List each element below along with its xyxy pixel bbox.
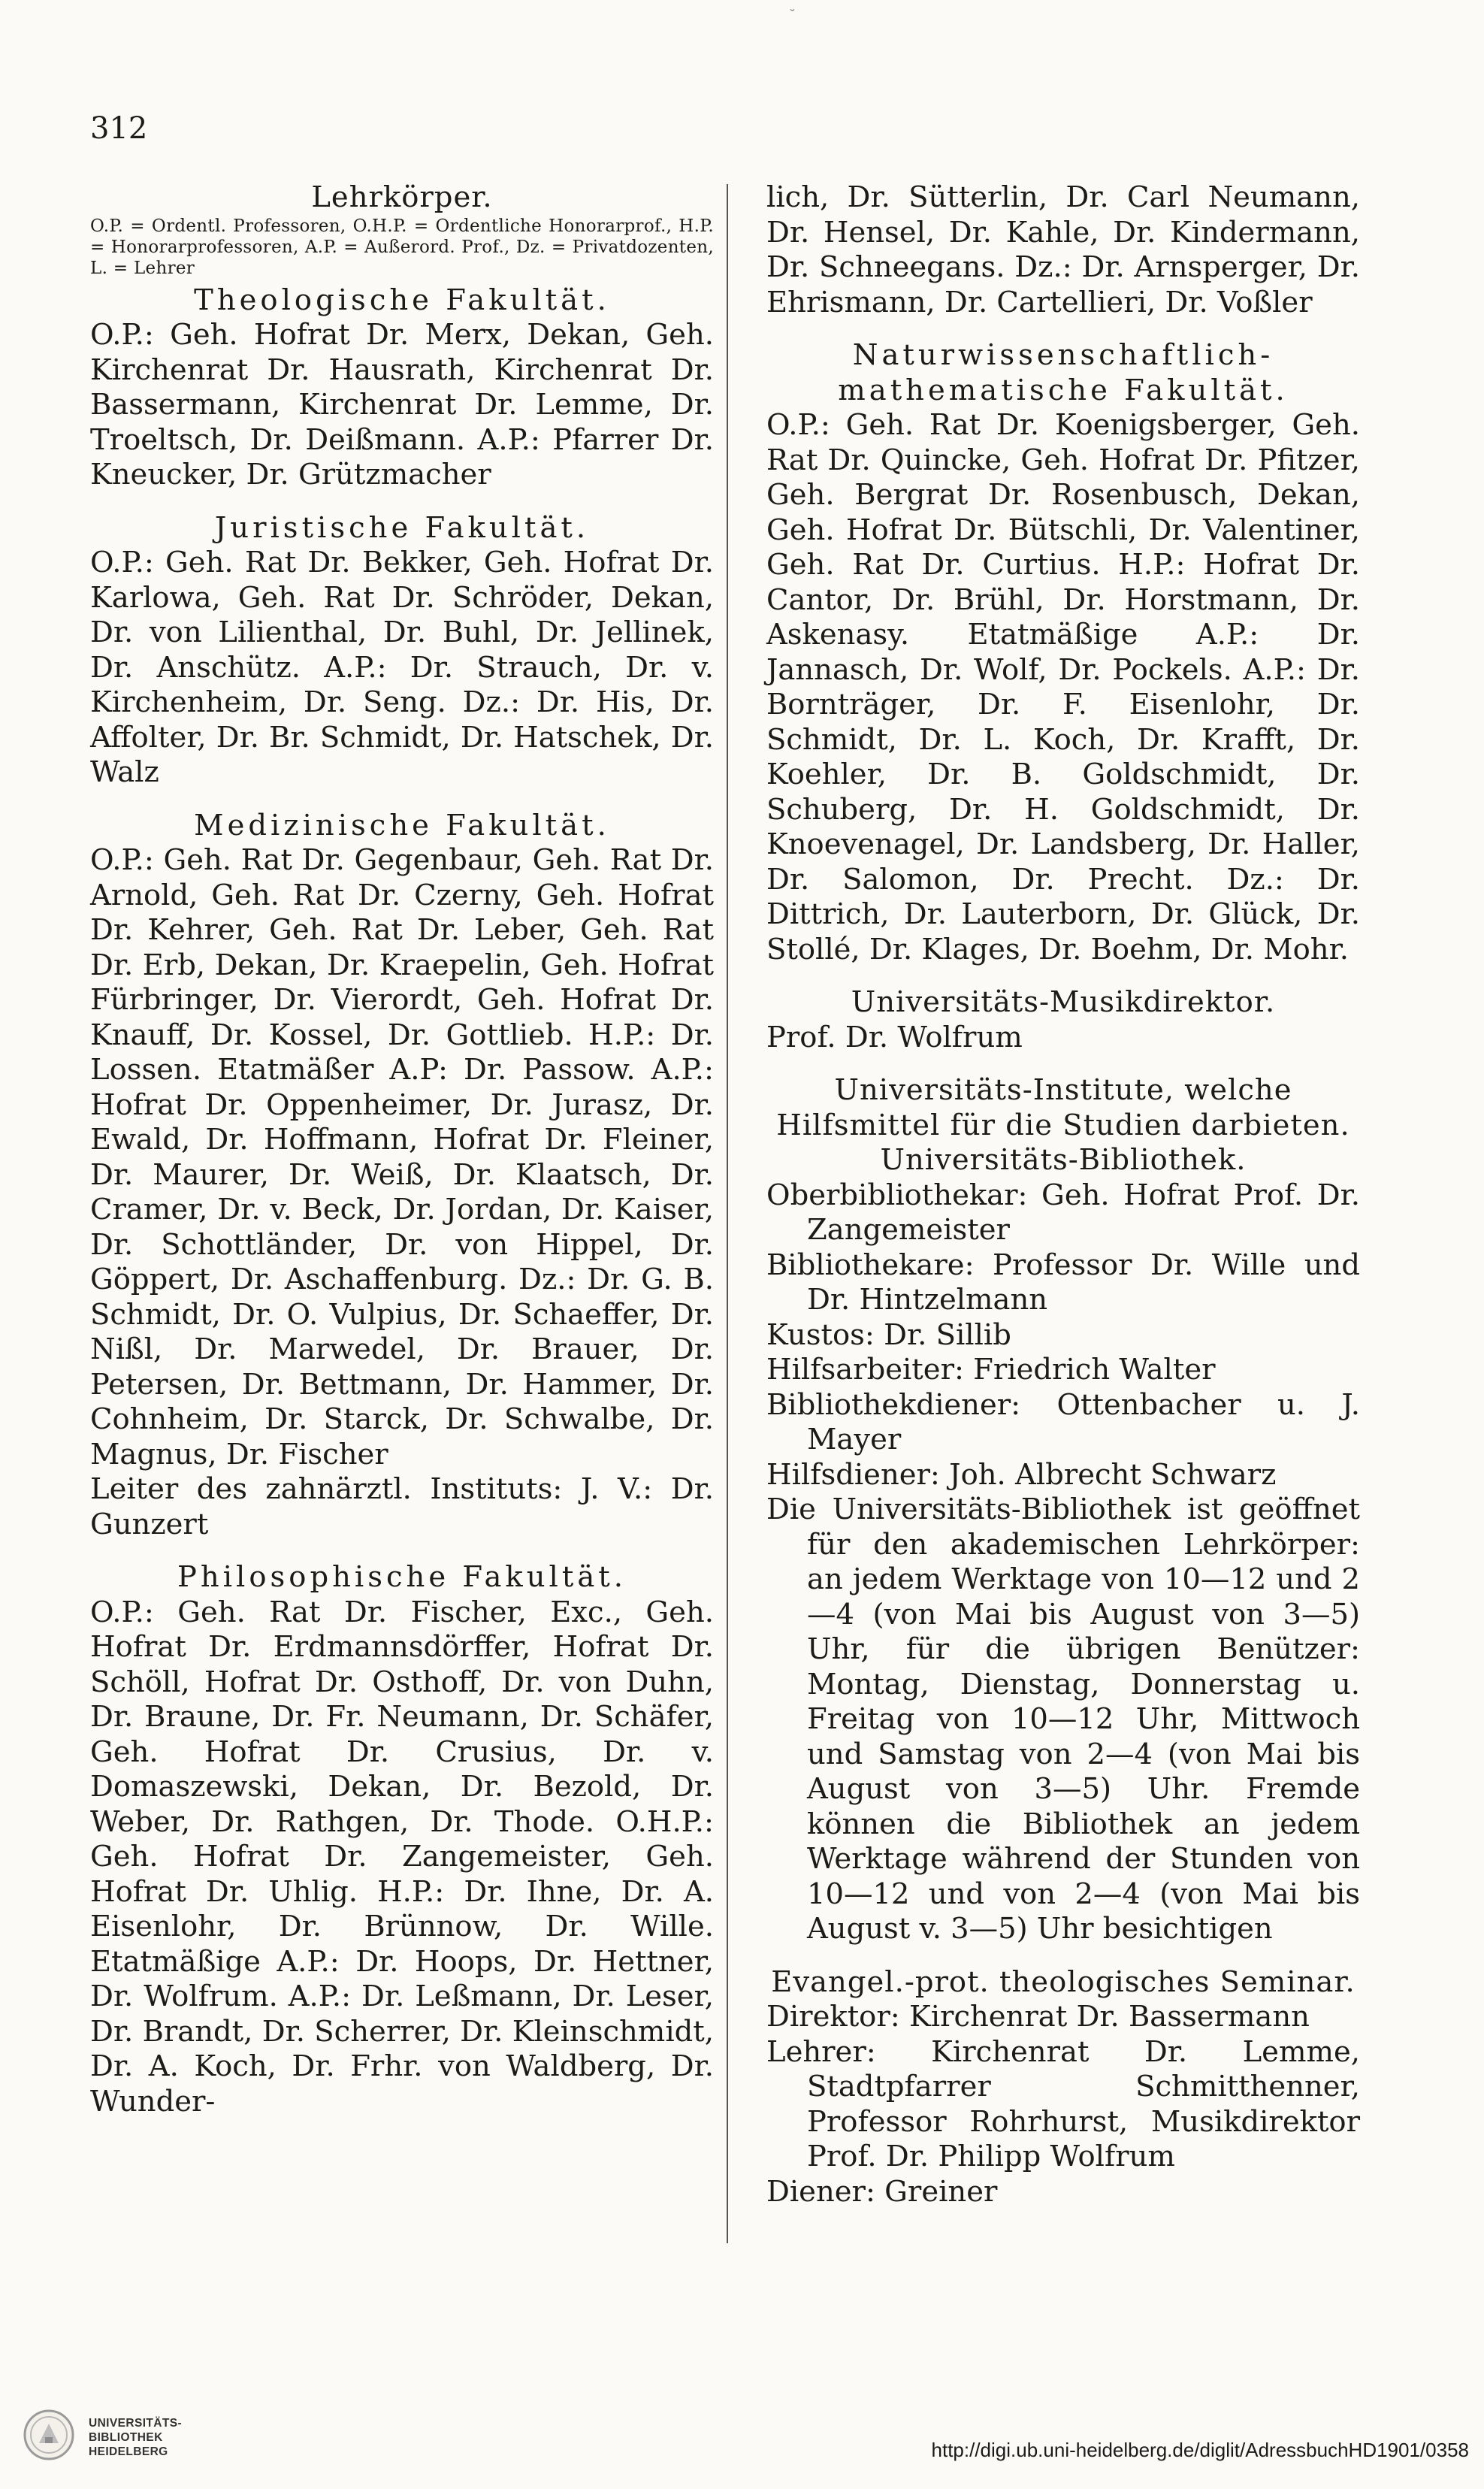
text-theology: O.P.: Geh. Hofrat Dr. Merx, Dekan, Geh. Kirchenrat Dr. Hausrath, Kirchenrat Dr. Bassermann, Kirchenrat Dr. Lemme, Dr. Troeltsch, Dr. Deißmann. A.P.: Pfarrer Dr. Kneucker, Dr. Grützmacher (90, 318, 714, 491)
source-url-link[interactable]: http://digi.ub.uni-heidelberg.de/diglit/AdressbuchHD1901/0358 (931, 2439, 1469, 2461)
entry-library: Kustos: Dr. Sillib (766, 1317, 1011, 1352)
heading-seminar: Evangel.-prot. theologisches Seminar. (771, 1964, 1356, 1999)
heading-music-director: Universitäts-Musikdirektor. (851, 985, 1276, 1019)
logo-line: HEIDELBERG (89, 2445, 168, 2458)
text-science: O.P.: Geh. Rat Dr. Koenigsberger, Geh. Rat Dr. Quincke, Geh. Hofrat Dr. Pfitzer, Geh. Bergrat Dr. Rosenbusch, Dekan, Geh. Hofrat Dr. Bütschli, Dr. Valentiner, Geh. Rat Dr. Curtius. H.P.: Hofrat Dr. Cantor, Dr. Brühl, Dr. Horstmann, Dr. Askenasy. Etatmäßige A.P.: Dr. Jannasch, Dr. Wolf, Dr. Pockels. A.P.: Dr. Bornträger, Dr. F. Eisenlohr, Dr. Schmidt, Dr. L. Koch, Dr. Krafft, Dr. Koehler, Dr. B. Goldschmidt, Dr. Schuberg, Dr. H. Goldschmidt, Dr. Knoevenagel, Dr. Landsberg, Dr. Haller, Dr. Salomon, Dr. Precht. Dz.: Dr. Dittrich, Dr. Lauterborn, Dr. Glück, Dr. Stollé, Dr. Klages, Dr. Boehm, Dr. Mohr. (766, 408, 1360, 966)
text-medicine: O.P.: Geh. Rat Dr. Gegenbaur, Geh. Rat Dr. Arnold, Geh. Rat Dr. Czerny, Geh. Hofrat Dr. Kehrer, Geh. Rat Dr. Leber, Geh. Rat Dr. Erb, Dekan, Dr. Kraepelin, Geh. Hofrat Fürbringer, Dr. Vierordt, Geh. Hofrat Dr. Knauff, Dr. Kossel, Dr. Gottlieb. H.P.: Dr. Lossen. Etatmäßer A.P: Dr. Passow. A.P.: Hofrat Dr. Oppenheimer, Dr. Jurasz, Dr. Ewald, Dr. Hoffmann, Hofrat Dr. Fleiner, Dr. Maurer, Dr. Weiß, Dr. Klaatsch, Dr. Cramer, Dr. v. Beck, Dr. Jordan, Dr. Kaiser, Dr. Schottländer, Dr. von Hippel, Dr. Göppert, Dr. Aschaffenburg. Dz.: Dr. G. B. Schmidt, Dr. O. Vulpius, Dr. Schaeffer, Dr. Nißl, Dr. Marwedel, Dr. Brauer, Dr. Petersen, Dr. Bettmann, Dr. Hammer, Dr. Cohnheim, Dr. Starck, Dr. Schwalbe, Dr. Magnus, Dr. Fischer (90, 843, 714, 1471)
left-column (90, 180, 714, 2119)
heading-medicine: Medizinische Fakultät. (194, 808, 610, 842)
heading-theology: Theologische Fakultät. (194, 283, 610, 317)
entry-library: Hilfsdiener: Joh. Albrecht Schwarz (766, 1457, 1277, 1492)
entry-library-hours: Die Universitäts-Bibliothek ist geöffnet für den akademischen Lehrkörper: an jedem Werktage von 10—12 und 2—4 (von Mai bis August von 3—5) Uhr, für die übrigen Benützer: Montag, Dienstag, Donnerstag u. Freitag von 10—12 Uhr, Mittwoch und Samstag von 2—4 (von Mai bis August von 3—5) Uhr. Fremde können die Bibliothek an jedem Werktage während der Stunden von 10—12 und von 2—4 (von Mai bis August v. 3—5) Uhr besichtigen (766, 1492, 1360, 1946)
text-philosophy: O.P.: Geh. Rat Dr. Fischer, Exc., Geh. Hofrat Dr. Erdmannsdörffer, Hofrat Dr. Schöll, Hofrat Dr. Osthoff, Dr. von Duhn, Dr. Braune, Dr. Fr. Neumann, Dr. Schäfer, Geh. Hofrat Dr. Crusius, Dr. v. Domaszewski, Dekan, Dr. Bezold, Dr. Weber, Dr. Rathgen, Dr. Thode. O.H.P.: Geh. Hofrat Dr. Zangemeister, Geh. Hofrat Dr. Uhlig. H.P.: Dr. Ihne, Dr. A. Eisenlohr, Dr. Brünnow, Dr. Wille. Etatmäßige A.P.: Dr. Hoops, Dr. Hettner, Dr. Wolfrum. A.P.: Dr. Leßmann, Dr. Leser, Dr. Brandt, Dr. Scherrer, Dr. Kleinschmidt, Dr. A. Koch, Dr. Frhr. von Waldberg, Dr. Wunder- (90, 1595, 714, 2119)
logo-line: BIBLIOTHEK (89, 2431, 163, 2444)
entry-library: Bibliothekare: Professor Dr. Wille und Dr. Hintzelmann (766, 1248, 1360, 1317)
text-law: O.P.: Geh. Rat Dr. Bekker, Geh. Hofrat Dr. Karlowa, Geh. Rat Dr. Schröder, Dekan, Dr. von Lilienthal, Dr. Buhl, Dr. Jellinek, Dr. Anschütz. A.P.: Dr. Strauch, Dr. v. Kirchenheim, Dr. Seng. Dz.: Dr. His, Dr. Affolter, Dr. Br. Schmidt, Dr. Hatschek, Dr. Walz (90, 546, 714, 789)
heading-science: Naturwissenschaftlich-mathematische Fakultät. (838, 338, 1289, 407)
text-dental-institute: Leiter des zahnärztl. Instituts: J. V.: Dr. Gunzert (90, 1472, 714, 1541)
entry-library: Bibliothekdiener: Ottenbacher u. J. Mayer (766, 1387, 1360, 1456)
heading-library: Universitäts-Bibliothek. (880, 1143, 1247, 1177)
library-logo (23, 2409, 218, 2476)
entry-library: Oberbibliothekar: Geh. Hofrat Prof. Dr. Zangemeister (766, 1178, 1360, 1247)
logo-line: UNIVERSITÄTS- (89, 2417, 183, 2430)
heading-institutes: Universitäts-Institute, welche Hilfsmittel für die Studien darbieten. (776, 1073, 1350, 1142)
text-philosophy-continued: lich, Dr. Sütterlin, Dr. Carl Neumann, Dr. Hensel, Dr. Kahle, Dr. Kindermann, Dr. Schneegans. Dz.: Dr. Arnsperger, Dr. Ehrismann, Dr. Cartellieri, Dr. Voßler (766, 180, 1360, 319)
column-divider (727, 184, 728, 2243)
text-music-director: Prof. Dr. Wolfrum (766, 1020, 1023, 1054)
entry-seminar: Diener: Greiner (766, 2174, 998, 2209)
entry-seminar: Lehrer: Kirchenrat Dr. Lemme, Stadtpfarrer Schmitthenner, Professor Rohrhurst, Musikdirektor Prof. Dr. Philipp Wolfrum (766, 2034, 1360, 2173)
entry-library: Hilfsarbeiter: Friedrich Walter (766, 1353, 1216, 1387)
page-number: 312 (90, 111, 148, 146)
heading-philosophy: Philosophische Fakultät. (177, 1560, 627, 1594)
section-title-lehrkoerper: Lehrkörper. (311, 180, 493, 214)
abbreviations-legend: O.P. = Ordentl. Professoren, O.H.P. = Ordentliche Honorarprof., H.P. = Honorarprofessoren, A.P. = Außerord. Prof., Dz. = Privatdozenten, L. = Lehrer (90, 216, 714, 278)
right-column (766, 180, 1360, 2209)
entry-seminar: Direktor: Kirchenrat Dr. Bassermann (766, 2000, 1310, 2034)
library-seal-icon (23, 2409, 75, 2461)
heading-law: Juristische Fakultät. (214, 510, 590, 545)
corner-mark: ˘ (789, 8, 796, 23)
